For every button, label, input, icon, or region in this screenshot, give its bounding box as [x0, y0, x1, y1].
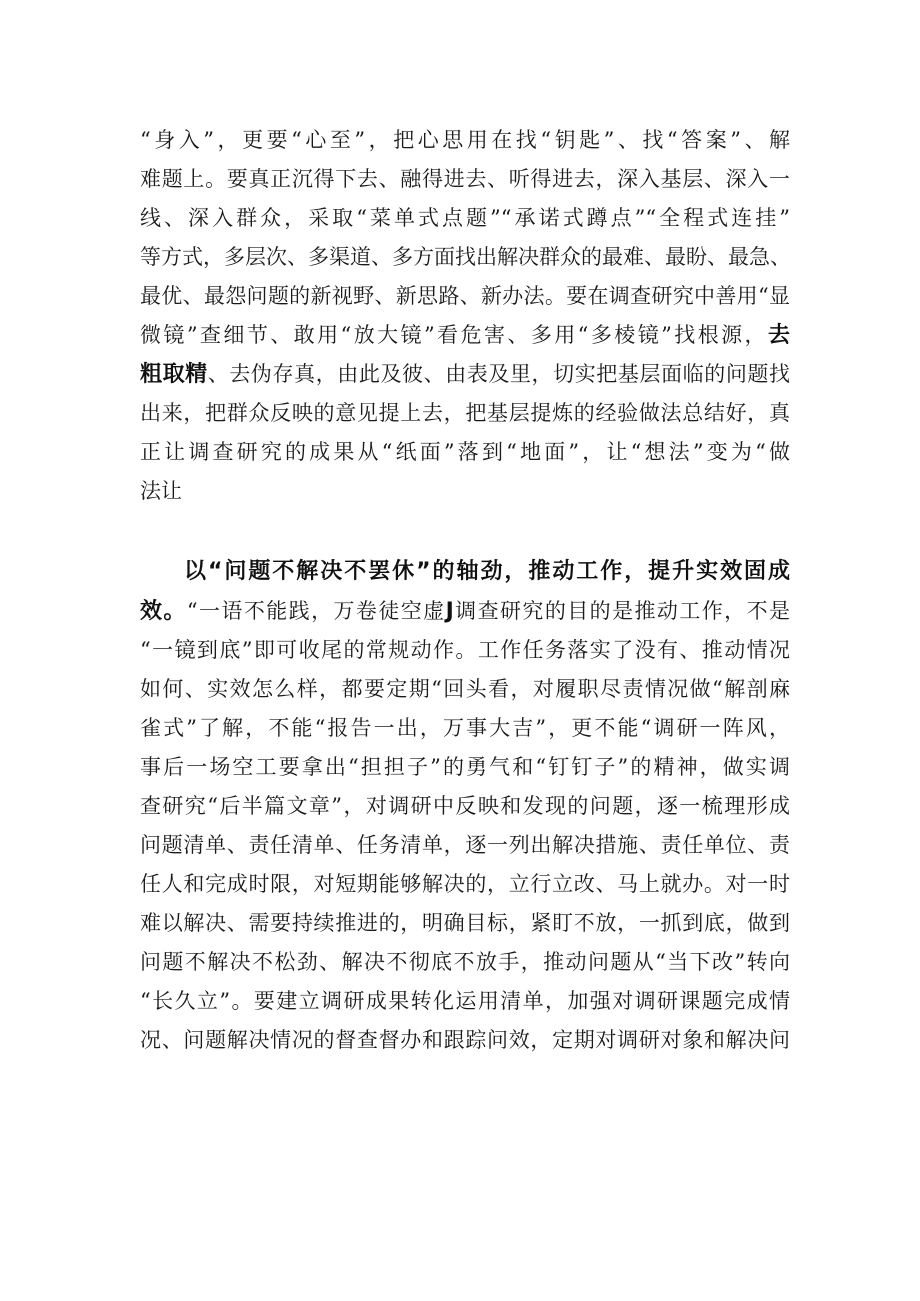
paragraph-2-heading-end: 效。 — [140, 599, 187, 624]
paragraph-1-line-7-text: 、去伪存真，由此及彼、由表及里，切实把基层面临的问题找 — [207, 362, 790, 386]
paragraph-1-line-8: 出来，把群众反映的意见提上去，把基层提炼的经验做法总结好，真 — [140, 401, 790, 425]
paragraph-1-line-9: 正让调查研究的成果从“纸面”落到“地面”，让“想法”变为“做 — [140, 440, 790, 464]
emphasis-text: 去 — [767, 323, 790, 348]
paragraph-2-line-1 — [140, 591, 790, 631]
paragraph-2-line-1-text: “一语不能践，万卷徒空虚 — [186, 599, 446, 623]
paragraph-2-line-2: “一镜到底”即可收尾的常规动作。工作任务落实了没有、推动情况 — [140, 638, 790, 662]
paragraph-1-line-4: 等方式，多层次、多渠道、多方面找出解决群众的最难、最盼、最急、 — [140, 245, 791, 269]
paragraph-1-line-7 — [140, 354, 790, 394]
paragraph-1-line-1: “身入”，更要“心至”，把心思用在找“钥匙”、找“答案”、解 — [140, 128, 790, 152]
paragraph-2-line-12: 况、问题解决情况的督查督办和跟踪问效，定期对调研对象和解决问 — [140, 1028, 790, 1052]
paragraph-2-line-3: 如何、实效怎么样，都要定期“回头看，对履职尽责情况做“解剖麻 — [140, 677, 790, 701]
paragraph-1-line-2: 难题上。要真正沉得下去、融得进去、听得进去，深入基层、深入一 — [140, 167, 790, 191]
paragraph-2-line-5: 事后一场空工要拿出“担担子”的勇气和“钉钉子”的精神，做实调 — [140, 755, 790, 779]
paragraph-2-line-6: 查研究“后半篇文章”，对调研中反映和发现的问题，逐一梳理形成 — [140, 794, 790, 818]
stray-mark: J — [445, 599, 454, 624]
paragraph-2-line-1-tail: 调查研究的目的是推动工作，不是 — [453, 599, 790, 623]
paragraph-1-line-6 — [140, 315, 790, 355]
paragraph-2-line-4: 雀式”了解，不能“报告一出，万事大吉”，更不能“调研一阵风， — [140, 716, 790, 740]
paragraph-2-heading: 以“问题不解决不罢休”的轴劲，推动工作，提升实效固成 — [184, 559, 790, 584]
paragraph-1-line-10: 法让 — [140, 479, 182, 503]
paragraph-2-line-10: 问题不解决不松劲、解决不彻底不放手，推动问题从“当下改”转向 — [140, 950, 790, 974]
paragraph-2-line-9: 难以解决、需要持续推进的，明确目标，紧盯不放，一抓到底，做到 — [140, 911, 790, 935]
paragraph-1-line-5: 最优、最怨问题的新视野、新思路、新办法。要在调查研究中善用“显 — [140, 284, 790, 308]
paragraph-2-line-8: 任人和完成时限，对短期能够解决的，立行立改、马上就办。对一时 — [140, 872, 790, 896]
emphasis-text: 粗取精 — [140, 362, 208, 387]
paragraph-2-line-11: “长久立”。要建立调研成果转化运用清单，加强对调研课题完成情 — [140, 989, 790, 1013]
paragraph-1-line-3: 线、深入群众，采取“菜单式点题”“承诺式蹲点”“全程式连挂” — [140, 206, 790, 230]
paragraph-2-line-7: 问题清单、责任清单、任务清单，逐一列出解决措施、责任单位、责 — [140, 833, 790, 857]
paragraph-1-line-6-text: 微镜”查细节、敢用“放大镜”看危害、多用“多棱镜”找根源， — [140, 323, 768, 347]
